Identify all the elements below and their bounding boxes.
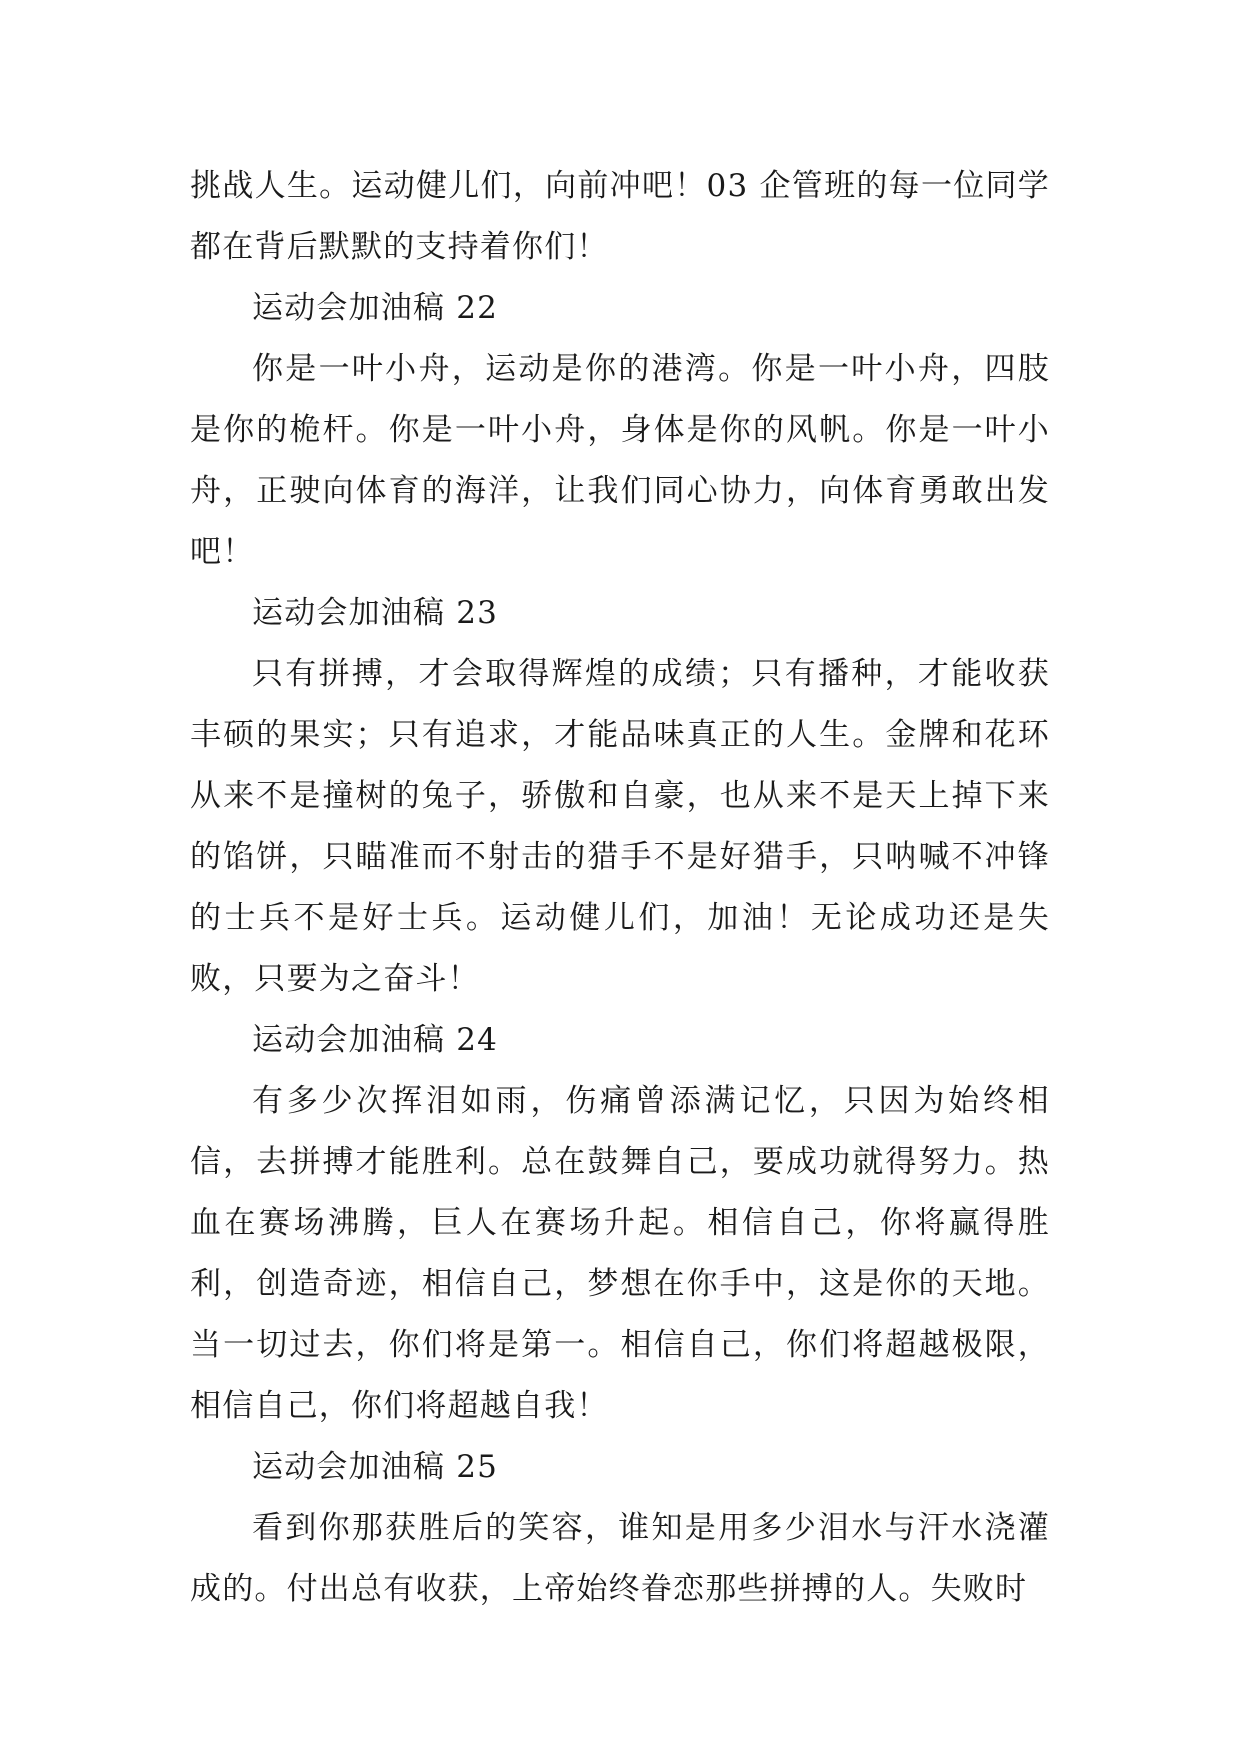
section-heading-24: 运动会加油稿 24 xyxy=(252,1022,499,1058)
paragraph-continued: 挑战人生。运动健儿们，向前冲吧！03 企管班的每一位同学都在背后默默的支持着你们！ xyxy=(190,168,1050,265)
document-page xyxy=(190,156,1050,1620)
paragraph-23: 只有拼搏，才会取得辉煌的成绩；只有播种，才能收获丰硕的果实；只有追求，才能品味真正的人生。金牌和花环从来不是撞树的兔子，骄傲和自豪，也从来不是天上掉下来的馅饼，只瞄准而不射击的猎手不是好猎手，只呐喊不冲锋的士兵不是好士兵。运动健儿们，加油！无论成功还是失败，只要为之奋斗！ xyxy=(190,656,1050,997)
paragraph-24: 有多少次挥泪如雨，伤痛曾添满记忆，只因为始终相信，去拼搏才能胜利。总在鼓舞自己，要成功就得努力。热血在赛场沸腾，巨人在赛场升起。相信自己，你将赢得胜利，创造奇迹，相信自己，梦想在你手中，这是你的天地。当一切过去，你们将是第一。相信自己，你们将超越极限，相信自己，你们将超越自我！ xyxy=(190,1083,1050,1424)
section-heading-25: 运动会加油稿 25 xyxy=(252,1449,499,1485)
paragraph-22: 你是一叶小舟，运动是你的港湾。你是一叶小舟，四肢是你的桅杆。你是一叶小舟，身体是你的风帆。你是一叶小舟，正驶向体育的海洋，让我们同心协力，向体育勇敢出发吧！ xyxy=(190,351,1050,570)
paragraph-25: 看到你那获胜后的笑容，谁知是用多少泪水与汗水浇灌成的。付出总有收获，上帝始终眷恋那些拼搏的人。失败时 xyxy=(190,1510,1050,1607)
section-heading-22: 运动会加油稿 22 xyxy=(252,290,499,326)
section-heading-23: 运动会加油稿 23 xyxy=(252,595,499,631)
